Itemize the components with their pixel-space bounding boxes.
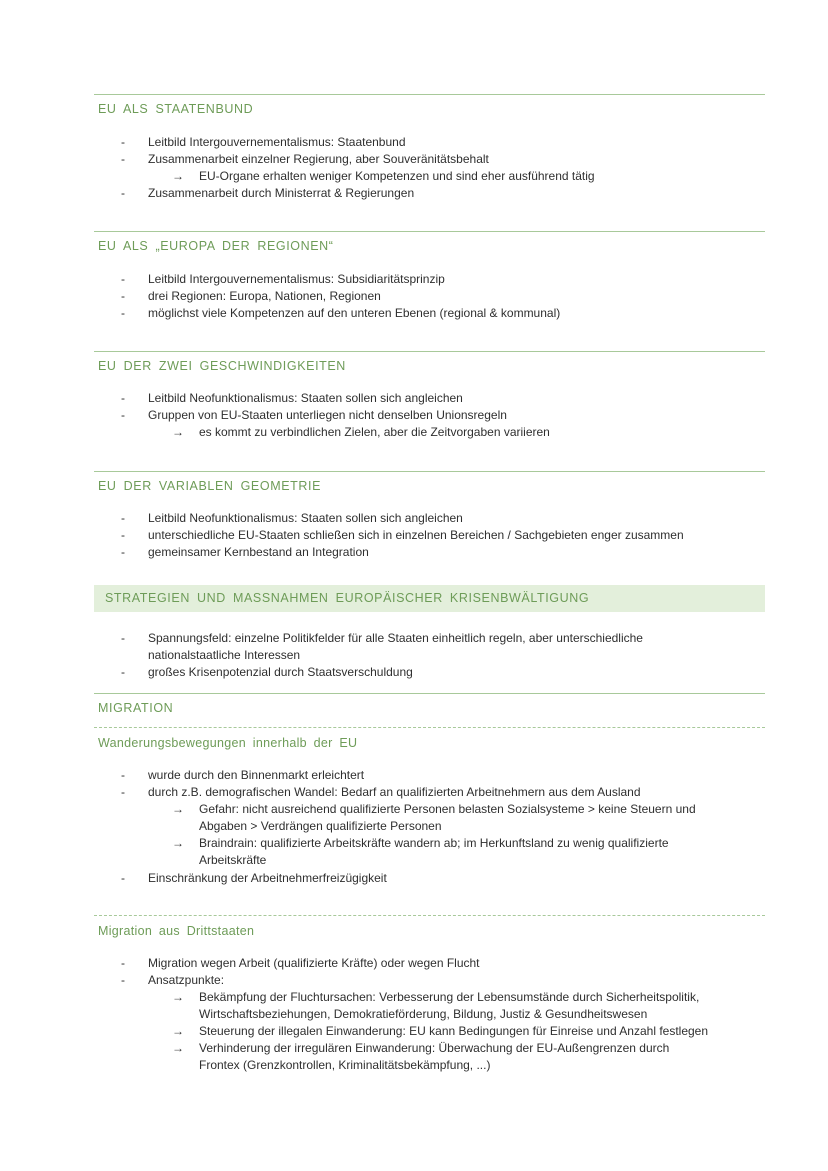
arrow-icon: → (172, 802, 184, 816)
heading-geschwindigkeiten: EU DER ZWEI GESCHWINDIGKEITEN (98, 359, 346, 373)
heading-migration: MIGRATION (98, 701, 174, 715)
subheading-eu: Wanderungsbewegungen innerhalb der EU (98, 736, 358, 750)
section-divider (94, 231, 765, 232)
section-divider (94, 351, 765, 352)
subheading-drittstaaten: Migration aus Drittstaaten (98, 924, 255, 938)
arrow-icon: → (172, 169, 184, 183)
dashed-divider (94, 915, 765, 916)
arrow-icon: → (172, 990, 184, 1004)
dashed-divider (94, 727, 765, 728)
heading-krisen: STRATEGIEN UND MASSNAHMEN EUROPÄISCHER KRISENBWÄLTIGUNG (105, 591, 590, 605)
heading-geometrie: EU DER VARIABLEN GEOMETRIE (98, 479, 322, 493)
arrow-icon: → (172, 1024, 184, 1038)
arrow-icon: → (172, 425, 184, 439)
heading-regionen: EU ALS „EUROPA DER REGIONEN“ (98, 239, 334, 253)
section-divider (94, 94, 765, 95)
heading-staatenbund: EU ALS STAATENBUND (98, 102, 254, 116)
arrow-icon: → (172, 1041, 184, 1055)
heading-band (94, 585, 765, 612)
section-divider (94, 693, 765, 694)
arrow-icon: → (172, 836, 184, 850)
section-divider (94, 471, 765, 472)
